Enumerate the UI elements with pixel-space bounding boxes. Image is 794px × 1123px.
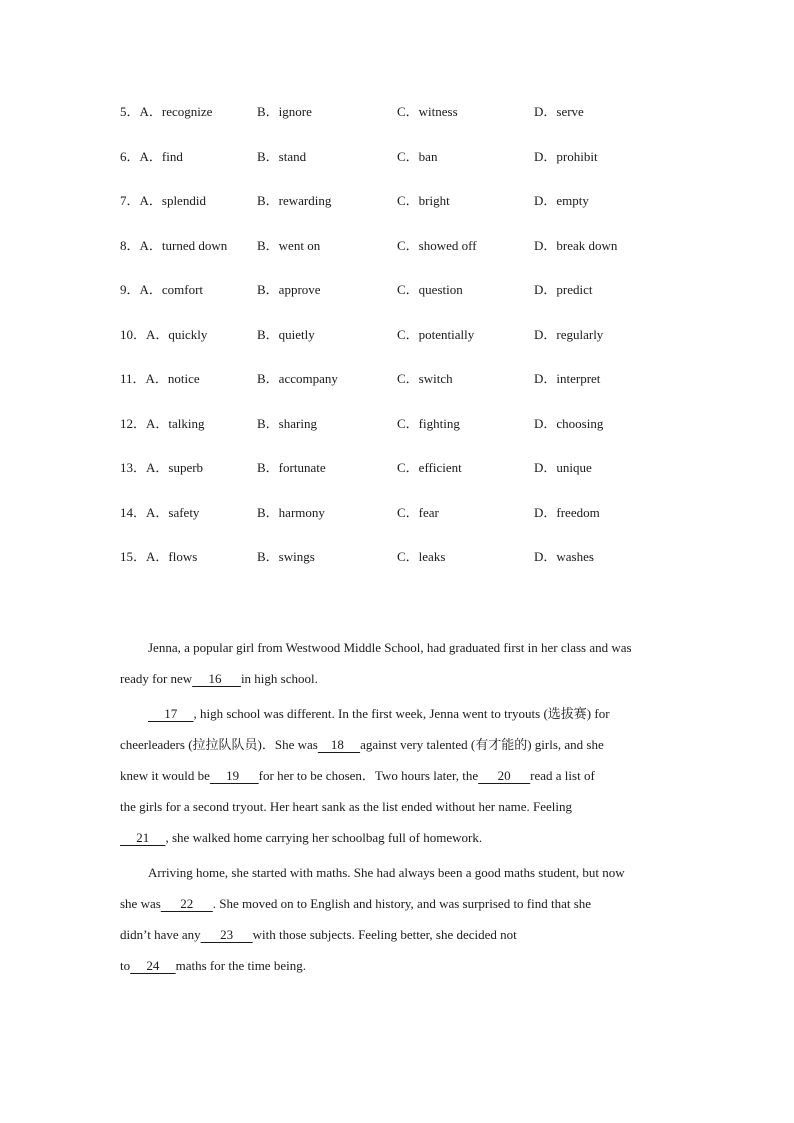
option-b: B．approve [257,282,321,297]
option-c: C．potentially [397,326,475,342]
paragraph-3 [120,857,676,981]
text-segment: in high school. [240,671,318,686]
option-a: 11．A．notice [120,371,200,386]
text-segment: she was [120,896,161,911]
text-segment: ready for new [120,671,193,686]
option-a: 9．A．comfort [120,282,204,297]
text-segment: with those subjects. Feeling better, she decided not [252,927,517,942]
option-a: 13．A．superb [120,460,204,475]
paragraph-2 [120,698,676,853]
option-row-7 [120,189,720,234]
option-b: B．stand [257,148,307,164]
option-row-12 [120,412,720,457]
option-d: D．serve [534,104,584,119]
text-segment: maths for the time being. [175,958,306,973]
paragraph-1 [120,632,676,694]
option-c: C．switch [397,371,453,386]
option-d: D．prohibit [534,148,598,164]
option-c: C．ban [397,148,438,164]
option-row-11 [120,367,720,412]
option-row-9 [120,278,720,323]
option-row-13 [120,456,720,501]
option-a: 12．A．talking [120,415,205,431]
option-c: C．question [397,282,463,297]
blank-22: 22 [160,896,213,911]
option-b: B．rewarding [257,193,332,208]
option-c: C．efficient [397,460,462,475]
option-row-15 [120,545,720,590]
text-segment: , high school was different. In the first week, Jenna went to tryouts (选拔赛) for [193,706,610,721]
answer-options-list [120,100,720,590]
option-a: 8．A．turned down [120,237,228,253]
blank-16: 16 [192,671,241,686]
text-segment: cheerleaders (拉拉队队员)．She was [120,737,318,752]
text-segment: . She moved on to English and history, and was surprised to find that she [212,896,592,911]
option-d: D．washes [534,549,594,564]
text-segment: for her to be chosen．Two hours later, the [258,768,479,783]
text-segment: didn’t have any [120,927,201,942]
blank-19: 19 [209,768,259,783]
blank-18: 18 [317,737,361,752]
option-d: D．break down [534,237,618,253]
text-segment: read a list of [530,768,595,783]
option-b: B．swings [257,549,315,564]
text-segment: against very talented (有才能的) girls, and she [360,737,604,752]
blank-20: 20 [478,768,531,783]
option-d: D．empty [534,193,589,208]
option-d: D．freedom [534,504,600,520]
option-b: B．went on [257,237,321,253]
option-c: C．showed off [397,237,477,253]
text-line [120,791,676,822]
option-d: D．unique [534,460,592,475]
option-c: C．bright [397,193,450,208]
option-row-14 [120,501,720,546]
text-segment: the girls for a second tryout. Her heart sank as the list ended without her name. Feeling [120,799,572,814]
text-segment: Arriving home, she started with maths. She had always been a good maths student, but now [148,865,625,880]
text-segment: Jenna, a popular girl from Westwood Middle School, had graduated first in her class and was [148,640,632,655]
option-b: B．accompany [257,371,338,386]
option-b: B．sharing [257,415,317,431]
option-a: 7．A．splendid [120,193,206,208]
blank-21: 21 [120,830,166,845]
text-segment: to [120,958,131,973]
text-line [120,888,676,919]
option-row-8 [120,234,720,279]
option-row-6 [120,145,720,190]
text-line [120,632,676,663]
text-segment: knew it would be [120,768,210,783]
text-segment: , she walked home carrying her schoolbag full of homework. [165,830,483,845]
option-d: D．predict [534,282,593,297]
option-a: 10．A．quickly [120,326,208,342]
option-c: C．leaks [397,549,446,564]
text-line [120,857,676,888]
text-line [120,729,676,760]
blank-23: 23 [200,927,253,942]
text-line [120,919,676,950]
option-a: 6．A．find [120,148,183,164]
text-line [120,663,676,694]
option-a: 5．A．recognize [120,104,213,119]
option-b: B．harmony [257,504,325,520]
text-line [120,822,676,853]
option-c: C．fighting [397,415,460,431]
blank-17: 17 [148,706,194,721]
option-row-5 [120,100,720,145]
option-c: C．witness [397,104,458,119]
option-a: 14．A．safety [120,504,200,520]
option-b: B．fortunate [257,460,326,475]
option-d: D．interpret [534,371,601,386]
text-line [120,950,676,981]
text-line [120,698,676,729]
option-a: 15．A．flows [120,549,198,564]
option-b: B．quietly [257,326,315,342]
option-d: D．choosing [534,415,604,431]
option-c: C．fear [397,504,439,520]
option-row-10 [120,323,720,368]
cloze-passage [120,632,676,985]
blank-24: 24 [130,958,176,973]
option-b: B．ignore [257,104,312,119]
text-line [120,760,676,791]
option-d: D．regularly [534,326,604,342]
